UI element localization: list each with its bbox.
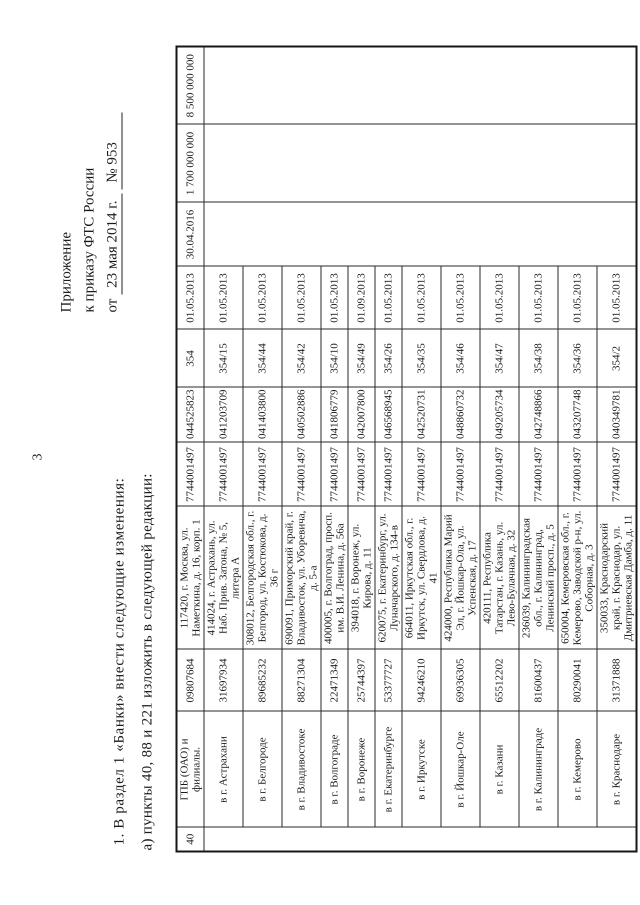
address-cell: 308012, Белгородская обл., г. Белгород, ул. Костюкова, д. 36 г [243,506,282,649]
okpo-cell: 88271304 [282,649,321,711]
bik-cell: 041203709 [204,387,243,442]
okpo-cell: 81600437 [519,649,558,711]
bik-cell: 042748866 [519,387,558,442]
address-cell: 236039, Калининградская обл., г. Калининград, Ленинский просп., д. 5 [519,506,558,649]
reg_no-cell: 354/49 [348,329,375,387]
inn-cell: 7744001497 [402,442,441,506]
reg_no-cell: 354/38 [519,329,558,387]
bik-cell: 044525823 [176,387,204,442]
name-cell: в г. Владивостоке [282,711,321,827]
name-cell: в г. Воронеже [348,711,375,827]
address-cell: 620075, г. Екатеринбург, ул. Луначарского, д. 134-в [375,506,402,649]
page-number: 3 [30,453,45,460]
name-cell: в г. Белгороде [243,711,282,827]
date_included-cell: 01.09.2013 [348,266,375,329]
address-cell: 400005, г. Волгоград, просп. им. В.И. Ленина, д. 56а [321,506,348,649]
inn-cell: 7744001497 [282,442,321,506]
reg_no-cell: 354 [176,329,204,387]
reg_no-cell: 354/35 [402,329,441,387]
address-cell: 117420, г. Москва, ул. Наметкина, д. 16, корп. 1 [176,506,204,649]
name-cell: в г. Волгограде [321,711,348,827]
inn-cell: 7744001497 [375,442,402,506]
reg_no-cell: 354/36 [558,329,597,387]
name-cell: в г. Йошкар-Оле [441,711,480,827]
address-cell: 394018, г. Воронеж, ул. Кирова, д. 11 [348,506,375,649]
bik-cell: 043207748 [558,387,597,442]
max_one-cell: 1 700 000 000 [176,124,204,202]
appendix-header-line1: Приложение [58,231,74,312]
appendix-header-line3 [101,112,124,312]
appendix-header-line2: к приказу ФТС России [81,167,97,312]
inn-cell: 7744001497 [204,442,243,506]
inn-cell: 7744001497 [321,442,348,506]
reg_no-cell: 354/26 [375,329,402,387]
okpo-cell: 31371888 [597,649,637,711]
bik-cell: 040349781 [597,387,637,442]
date_included-cell: 01.05.2013 [204,266,243,329]
address-cell: 420111, Республика Татарстан, г. Казань, ул. Лево-Булачная, д. 32 [480,506,519,649]
date_included-cell: 01.05.2013 [480,266,519,329]
okpo-cell: 53377727 [375,649,402,711]
okpo-cell: 69936305 [441,649,480,711]
okpo-cell: 89685232 [243,649,282,711]
item_no-cell: 40 [176,827,204,851]
inn-cell: 7744001497 [480,442,519,506]
okpo-cell: 09807684 [176,649,204,711]
okpo-cell: 94246210 [402,649,441,711]
date_included-cell: 01.05.2013 [519,266,558,329]
bik-cell: 042007800 [348,387,375,442]
okpo-cell: 80290041 [558,649,597,711]
max_all-cell: 8 500 000 000 [176,46,204,124]
name-cell: в г. Екатеринбурге [375,711,402,827]
address-cell: 350033, Краснодарский край, г. Краснодар, ул. Дмитриевская Дамба, д. 11 [597,506,637,649]
date_included-cell: 01.05.2013 [176,266,204,329]
order-date-prefix: от [104,298,120,312]
address-cell: 650004, Кемеровская обл., г. Кемерово, Заводской р-н, ул. Соборная, д. 3 [558,506,597,649]
address-cell: 414024, г. Астрахань, ул. Наб. Прив. Затона, № 5, литера А [204,506,243,649]
order-date: 23 мая 2014 г. [104,193,122,294]
okpo-cell: 22471349 [321,649,348,711]
okpo-cell: 31697934 [204,649,243,711]
inn-cell: 7744001497 [441,442,480,506]
inn-cell: 7744001497 [176,442,204,506]
amendment-subheading: а) пункты 40, 88 и 221 изложить в следующей редакции: [139,472,155,850]
okpo-cell: 65512202 [480,649,519,711]
reg_no-cell: 354/15 [204,329,243,387]
max_one-merged-empty-cell [204,124,637,202]
inn-cell: 7744001497 [243,442,282,506]
date_included-cell: 01.05.2013 [441,266,480,329]
date_included-cell: 01.05.2013 [282,266,321,329]
address-cell: 424000, Республика Марий Эл, г. Йошкар-Ола, ул. Успенская, д. 17 [441,506,480,649]
name-cell: в г. Краснодаре [597,711,637,827]
name-cell: в г. Кемерово [558,711,597,827]
date_included-cell: 01.05.2013 [375,266,402,329]
date_included-cell: 01.05.2013 [243,266,282,329]
reg_no-cell: 354/42 [282,329,321,387]
address-cell: 690091, Приморский край, г. Владивосток, ул. Уборевича, д. 5-а [282,506,321,649]
inn-cell: 7744001497 [558,442,597,506]
name-cell: в г. Иркутске [402,711,441,827]
name-cell: в г. Калининграде [519,711,558,827]
appendix-header [55,112,124,312]
reg_no-cell: 354/10 [321,329,348,387]
bik-cell: 046568945 [375,387,402,442]
reg_no-cell: 354/47 [480,329,519,387]
bik-cell: 040502886 [282,387,321,442]
address-cell: 664011, Иркутская обл., г. Иркутск, ул. Свердлова, д. 41 [402,506,441,649]
date_until-merged-empty-cell [204,202,637,266]
date_included-cell: 01.05.2013 [402,266,441,329]
max_all-merged-empty-cell [204,46,637,124]
bank-row-1 [204,46,243,851]
amendment-heading: 1. В раздел 1 «Банки» внести следующие изменения: [111,477,127,845]
reg_no-cell: 354/2 [597,329,637,387]
date_included-cell: 01.05.2013 [597,266,637,329]
bik-cell: 049205734 [480,387,519,442]
bik-cell: 041403800 [243,387,282,442]
item_no-merged-empty-cell [204,827,637,851]
banks-register-table [175,45,637,852]
inn-cell: 7744001497 [348,442,375,506]
reg_no-cell: 354/44 [243,329,282,387]
order-number: № 953 [104,112,122,190]
date_included-cell: 01.05.2013 [558,266,597,329]
name-cell: в г. Астрахани [204,711,243,827]
date_included-cell: 01.05.2013 [321,266,348,329]
bik-cell: 041806779 [321,387,348,442]
bik-cell: 042520731 [402,387,441,442]
inn-cell: 7744001497 [597,442,637,506]
inn-cell: 7744001497 [519,442,558,506]
okpo-cell: 25744397 [348,649,375,711]
name-cell: ГПБ (ОАО) и филиалы. [176,711,204,827]
name-cell: в г. Казани [480,711,519,827]
date_until-cell: 30.04.2016 [176,202,204,266]
bank-row-0 [176,46,204,851]
reg_no-cell: 354/46 [441,329,480,387]
bik-cell: 048860732 [441,387,480,442]
